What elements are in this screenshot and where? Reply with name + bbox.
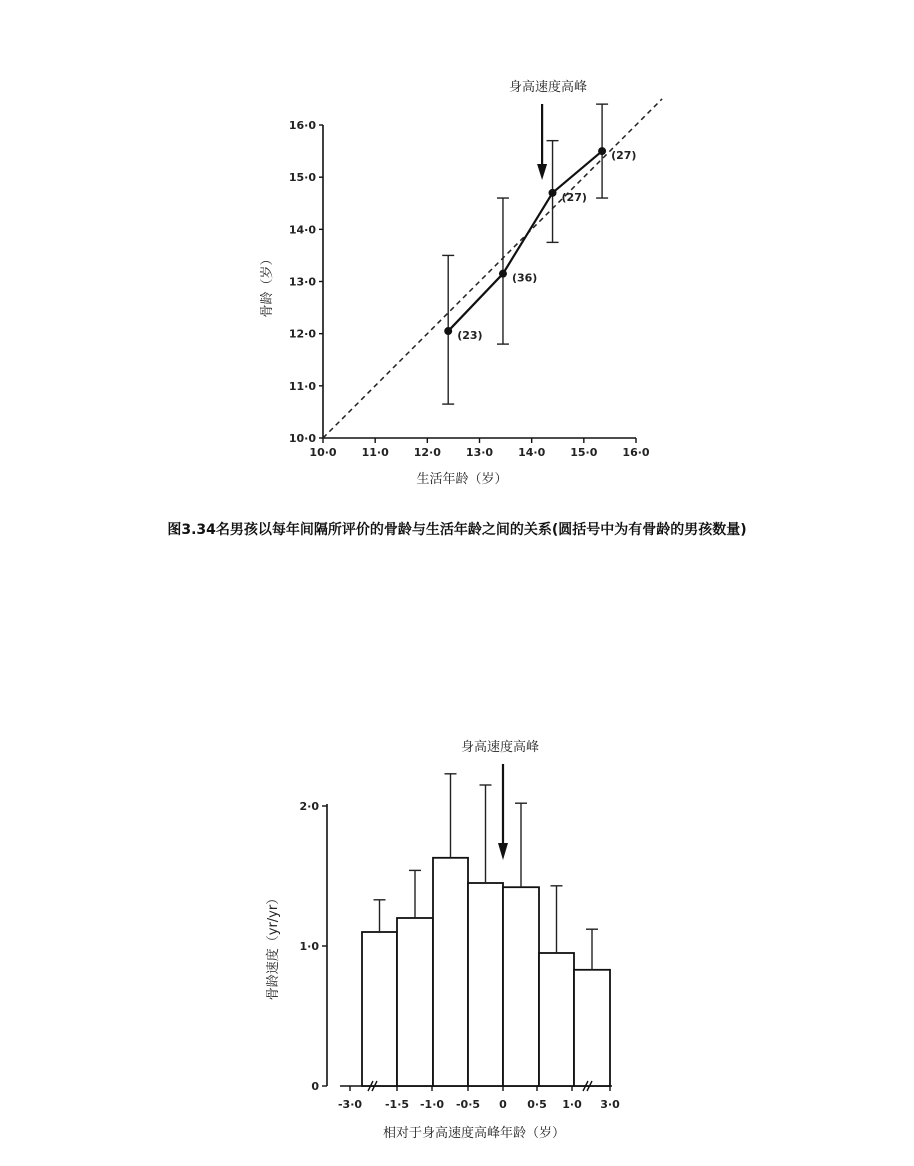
x-tick-label: 14·0: [518, 446, 546, 459]
x-tick-label: 10·0: [309, 446, 337, 459]
y-tick-label-2: 1·0: [299, 940, 319, 953]
x-tick-label-2: -1·0: [419, 1098, 445, 1111]
bar: [362, 932, 397, 1086]
x-tick-label-2: 3·0: [600, 1098, 620, 1111]
x-tick-label-2: -0·5: [455, 1098, 481, 1111]
x-tick-label: 15·0: [570, 446, 598, 459]
y-axis-label: 骨龄（岁）: [260, 252, 275, 318]
x-tick-label-2: 0·5: [527, 1098, 547, 1111]
peak-height-velocity-annotation: 身高速度高峰: [508, 80, 588, 95]
peak-arrow-head-2: [498, 843, 508, 860]
y-tick-label-2: 0: [311, 1080, 319, 1093]
data-point-count-label: (36): [511, 271, 538, 285]
y-axis-label-2: 骨龄速度（yr/yr）: [266, 891, 281, 1001]
y-tick-label-2: 2·0: [299, 800, 319, 813]
y-tick-label: 10·0: [288, 432, 316, 445]
x-tick-label-2: -1·5: [384, 1098, 410, 1111]
y-tick-label: 15·0: [288, 171, 316, 185]
y-tick-label: 13·0: [288, 275, 316, 289]
peak-height-velocity-annotation-2: 身高速度高峰: [460, 740, 540, 755]
y-tick-label: 16·0: [288, 119, 316, 132]
x-tick-label-2: 0: [499, 1098, 507, 1111]
y-tick-label: 11·0: [288, 379, 316, 393]
y-tick-label: 14·0: [288, 223, 316, 237]
x-tick-label: 11·0: [361, 446, 389, 459]
x-tick-label-2: -3·0: [337, 1098, 363, 1111]
x-tick-label: 12·0: [413, 446, 441, 459]
x-tick-label: 13·0: [465, 446, 494, 459]
data-point-count-label: (23): [457, 329, 483, 343]
y-tick-label: 12·0: [288, 327, 316, 341]
figure-caption: 图3.34名男孩以每年间隔所评价的骨龄与生活年龄之间的关系(圆括号中为有骨龄的男孩数量): [167, 522, 747, 538]
x-tick-label-2: 1·0: [562, 1098, 582, 1111]
x-axis-label-2: 相对于身高速度高峰年龄（岁）: [382, 1126, 566, 1141]
bar: [397, 918, 433, 1086]
x-tick-label: 16·0: [622, 446, 650, 459]
bar: [539, 953, 574, 1086]
x-axis-label: 生活年龄（岁）: [416, 472, 508, 487]
bar: [574, 970, 610, 1086]
data-point-count-label: (27): [611, 149, 637, 163]
bar: [468, 883, 503, 1086]
data-point-count-label: (27): [561, 190, 587, 204]
bar: [433, 858, 468, 1086]
bar: [503, 887, 539, 1086]
